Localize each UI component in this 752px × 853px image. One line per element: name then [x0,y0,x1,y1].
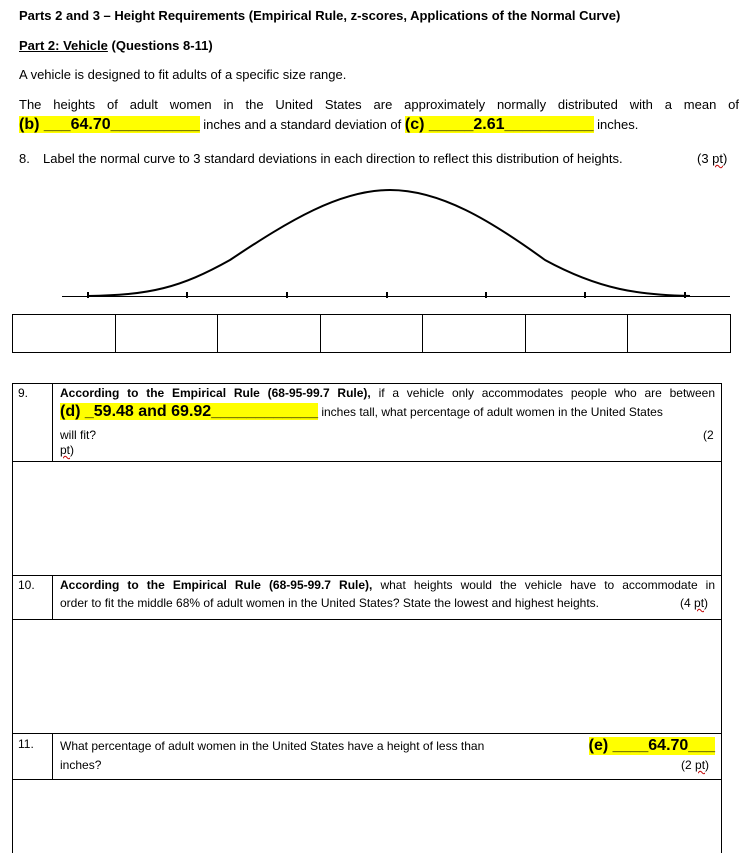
q8-text: Label the normal curve to 3 standard deviations in each direction to reflect this distribution of heights. [43,151,623,166]
q9-points-open: (2 [703,428,714,442]
q9-lead-bold: According to the Empirical Rule (68-95-99.7 Rule), [60,386,371,400]
axis-ticks [88,292,685,298]
page-title: Parts 2 and 3 – Height Requirements (Empirical Rule, z-scores, Applications of the Normal Curve) [19,8,621,23]
q9-answer-area[interactable] [13,462,721,575]
q10-line-2 [60,596,599,610]
label-box-plus-1sd[interactable] [423,315,526,352]
label-box-mean[interactable] [321,315,424,352]
part-questions: (Questions 8-11) [111,38,213,53]
q9-number: 9. [18,386,29,400]
q9-line-2 [60,403,663,421]
sd-answer-blank: (c) _____2.61__________ [404,116,594,133]
sd-label-boxes [12,314,731,353]
intro-end-text: inches. [597,117,639,132]
part-label: Part 2: Vehicle [19,38,108,53]
q9-line-1 [60,386,715,400]
label-box-plus-3sd[interactable] [628,315,730,352]
q11-answer-area[interactable] [13,780,721,843]
q10-lead-rest: what heights would the vehicle have to accommodate in [380,578,716,592]
intro-line-1: A vehicle is designed to fit adults of a specific size range. [19,67,347,82]
q10-text-2: order to fit the middle 68% of adult women in the United States? State the lowest and highest heights. [60,596,599,610]
q11-points: (2 pt) [681,758,710,772]
normal-curve [88,190,690,296]
q11-line-1 [60,737,715,755]
q10-top-divider [12,575,722,576]
label-box-minus-2sd[interactable] [116,315,219,352]
q9-text-2: inches tall, what percentage of adult women in the United States [321,405,663,419]
q9-range-blank: (d) _59.48 and 69.92____________ [60,403,318,420]
q11-text-1: What percentage of adult women in the United States have a height of less than [60,739,485,753]
q9-col-divider [52,383,53,461]
q9-points-close: pt) [60,443,75,457]
q11-blank: (e) ____64.70___ [588,737,715,754]
q10-line-1 [60,578,715,592]
q10-answer-area[interactable] [13,620,721,733]
q11-top-divider [12,733,722,734]
q10-col-divider [52,575,53,619]
q9-lead-rest: if a vehicle only accommodates people who are between [378,386,715,400]
intro-line-3 [19,116,638,134]
q11-number: 11. [18,737,34,751]
label-box-plus-2sd[interactable] [526,315,629,352]
q8-points: (3 pt) [697,151,728,166]
q8-number: 8. [19,151,30,166]
q11-text-2: inches? [60,758,102,772]
mean-answer-blank: (b) ___64.70__________ [19,116,200,133]
q10-number: 10. [18,578,35,592]
q10-points: (4 pt) [680,596,709,610]
label-box-minus-3sd[interactable] [13,315,116,352]
q11-col-divider [52,733,53,779]
intro-mid-text: inches and a standard deviation of [203,117,402,132]
intro-line-2: The heights of adult women in the United States are approximately normally distributed with a mean of [19,97,739,112]
normal-curve-figure [0,180,752,305]
q9-text-3: will fit? [60,428,97,442]
q10-lead-bold: According to the Empirical Rule (68-95-99.7 Rule), [60,578,373,592]
label-box-minus-1sd[interactable] [218,315,321,352]
part-heading [19,38,213,53]
